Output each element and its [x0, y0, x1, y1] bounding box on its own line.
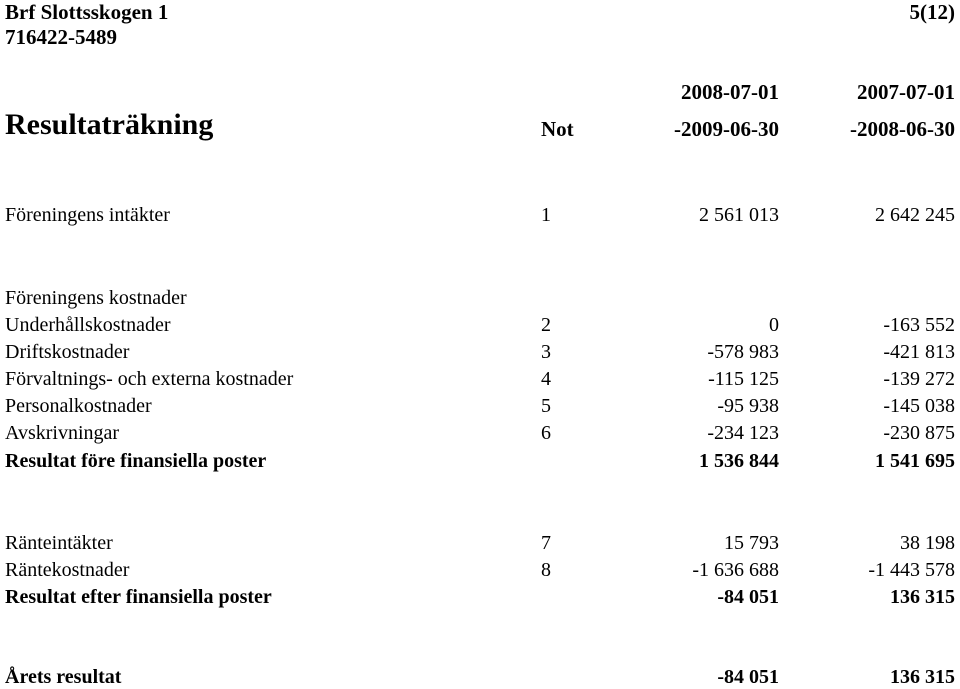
- period2-to: -2008-06-30: [850, 117, 955, 141]
- row-value-previous: -1 443 578: [868, 559, 955, 581]
- row-label: Driftskostnader: [5, 341, 130, 363]
- row-note: 6: [541, 422, 551, 444]
- period2-from: 2007-07-01: [857, 80, 955, 104]
- period1-to: -2009-06-30: [674, 117, 779, 141]
- net-result-value-previous: 136 315: [890, 666, 955, 688]
- org-name: Brf Slottsskogen 1: [5, 0, 169, 24]
- row-note: 7: [541, 532, 551, 554]
- row-label: Förvaltnings- och externa kostnader: [5, 368, 294, 390]
- row-value-current: -95 938: [717, 395, 779, 417]
- row-value-previous: 2 642 245: [875, 204, 955, 226]
- row-note: 3: [541, 341, 551, 363]
- row-value-current: -1 636 688: [692, 559, 779, 581]
- row-value-previous: -230 875: [883, 422, 955, 444]
- row-note: 4: [541, 368, 551, 390]
- row-value-current: 15 793: [724, 532, 779, 554]
- period1-from: 2008-07-01: [681, 80, 779, 104]
- subtotal-value-previous: 1 541 695: [875, 450, 955, 472]
- section-heading: Föreningens kostnader: [5, 287, 187, 309]
- row-label: Föreningens intäkter: [5, 204, 170, 226]
- row-value-current: -234 123: [707, 422, 779, 444]
- net-result-value-current: -84 051: [717, 666, 779, 688]
- row-note: 2: [541, 314, 551, 336]
- page-number: 5(12): [909, 0, 955, 24]
- row-value-current: 2 561 013: [699, 204, 779, 226]
- note-header: Not: [541, 117, 574, 141]
- row-value-previous: -145 038: [883, 395, 955, 417]
- row-note: 5: [541, 395, 551, 417]
- row-label: Personalkostnader: [5, 395, 152, 417]
- row-label: Avskrivningar: [5, 422, 120, 444]
- row-value-previous: -163 552: [883, 314, 955, 336]
- subtotal-value-previous: 136 315: [890, 586, 955, 608]
- row-value-previous: -421 813: [883, 341, 955, 363]
- row-value-previous: -139 272: [883, 368, 955, 390]
- row-label: Räntekostnader: [5, 559, 130, 581]
- org-number: 716422-5489: [5, 25, 117, 49]
- subtotal-label: Resultat efter finansiella poster: [5, 586, 272, 608]
- row-value-previous: 38 198: [900, 532, 955, 554]
- row-value-current: -578 983: [707, 341, 779, 363]
- subtotal-value-current: -84 051: [717, 586, 779, 608]
- row-value-current: 0: [769, 314, 779, 336]
- row-label: Ränteintäkter: [5, 532, 113, 554]
- net-result-label: Årets resultat: [5, 666, 122, 688]
- row-label: Underhållskostnader: [5, 314, 171, 336]
- page-title: Resultaträkning: [5, 108, 214, 141]
- subtotal-label: Resultat före finansiella poster: [5, 450, 267, 472]
- row-note: 8: [541, 559, 551, 581]
- subtotal-value-current: 1 536 844: [699, 450, 779, 472]
- row-value-current: -115 125: [708, 368, 779, 390]
- row-note: 1: [541, 204, 551, 226]
